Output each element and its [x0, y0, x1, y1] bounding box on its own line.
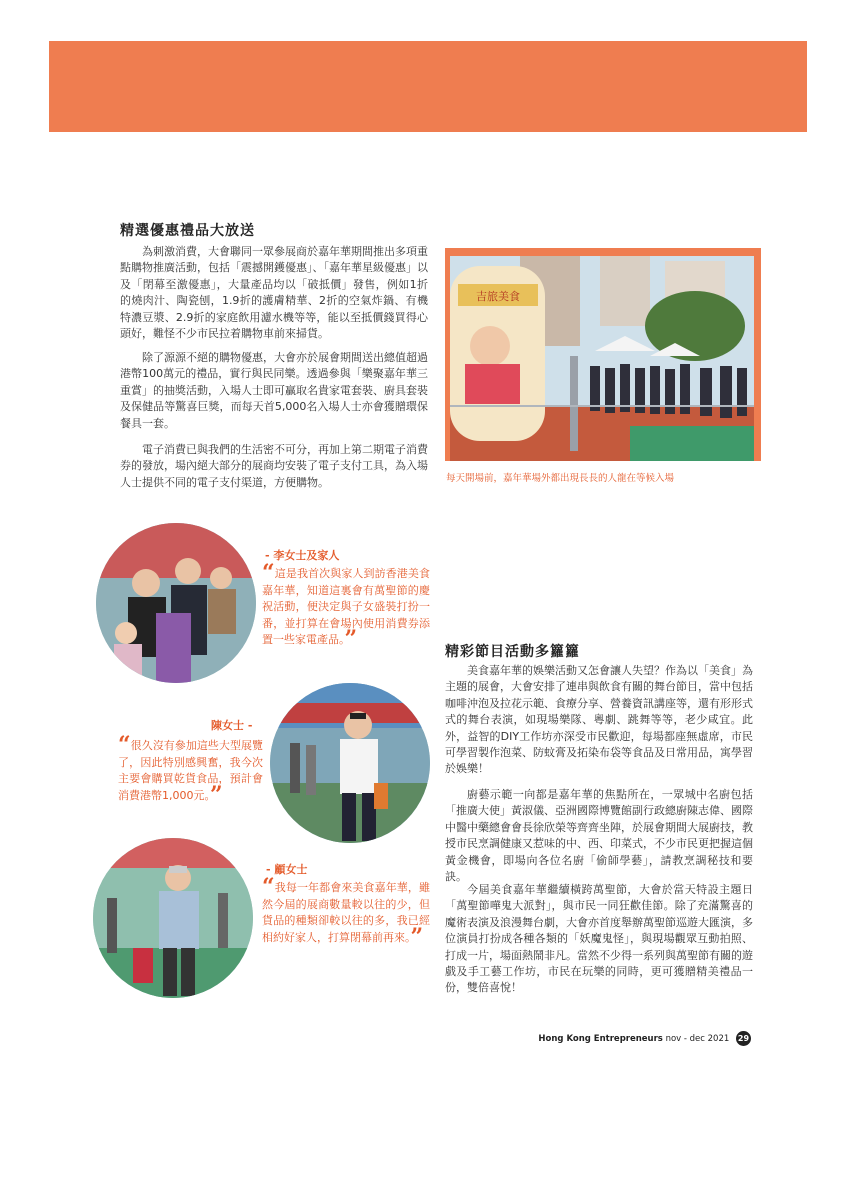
close-quote-icon: ”	[210, 781, 223, 808]
quote-chan-text: 很久沒有參加這些大型展覽了，因此特別感興奮，我今次主要會購買乾貨食品，預計會消費港幣1,000元。	[118, 739, 263, 802]
interviewee-photo-koo	[93, 838, 253, 998]
paragraph-gifts-1: 為刺激消費，大會聯同一眾參展商於嘉年華期間推出多項重點購物推廣活動，包括「震撼開鑊優惠」、「嘉年華星級優惠」以及「閉幕至激優惠」，大量產品均以「破抵價」發售，例如1折的燒肉汁、陶瓷刨，1.9折的護膚精華、2折的空氣炸鍋、有機特濃豆漿、2.9折的家庭飲用濾水機等等，能以至抵價錢買得心頭好，難怪不少市民拉着購物車前來掃貨。	[120, 245, 428, 341]
queue-photo	[450, 256, 754, 461]
interviewee-name-koo: - 顧女士	[266, 863, 308, 876]
open-quote-icon: “	[118, 732, 131, 758]
quote-chan	[118, 732, 263, 808]
quote-li	[262, 560, 430, 652]
interviewee-name-li: - 李女士及家人	[265, 549, 340, 562]
quote-li-text: 這是我首次與家人到訪香港美食嘉年華，知道這裏會有萬聖節的慶祝活動，便決定與子女盛裝打扮一番，並打算在會場內使用消費券添置一些家電產品。	[262, 567, 430, 646]
magazine-name: Hong Kong Entrepreneurs	[538, 1034, 663, 1044]
paragraph-activities-1: 美食嘉年華的娛樂活動又怎會讓人失望？作為以「美食」為主題的展會，大會安排了連串與飲食有關的舞台節目，當中包括咖啡沖泡及拉花示範、食療分享、營養資訊講座等，還有形形式式的舞台表演，如現場樂隊、粵劇、跳舞等等，老少咸宜。此外，益智的DIY工作坊亦深受市民歡迎，每場都座無虛席，市民可學習製作泡菜、防蚊膏及拓染布袋等食品及日常用品，寓學習於娛樂！	[445, 664, 753, 776]
issue-date: nov - dec 2021	[665, 1034, 730, 1044]
interviewee-photo-family	[96, 523, 256, 683]
quote-koo	[262, 874, 430, 950]
interviewee-photo-chan	[270, 683, 430, 843]
open-quote-icon: “	[262, 560, 275, 586]
interviewee-name-chan: 陳女士 -	[211, 719, 253, 732]
page-footer	[538, 1031, 751, 1046]
paragraph-activities-2: 廚藝示範一向都是嘉年華的焦點所在，一眾城中名廚包括「推廣大使」黃淑儀、亞洲國際博覽館副行政總廚陳志偉、國際中醫中藥總會會長徐欣榮等齊齊坐陣，於展會期間大展廚技，教授市民烹調健康又惹味的中、西、印菜式，不少市民更把握這個黃金機會，即場向各位名廚「偷師學藝」，請教烹調秘技和要訣。	[445, 788, 753, 884]
section-title-gifts: 精選優惠禮品大放送	[120, 223, 255, 239]
photo-caption: 每天開場前，嘉年華場外都出現長長的人龍在等候入場	[446, 473, 675, 484]
page-number: 29	[736, 1031, 751, 1046]
section-title-activities: 精彩節目活動多籮籮	[445, 644, 580, 660]
paragraph-gifts-3: 電子消費已與我們的生活密不可分，再加上第二期電子消費券的發放，場內絕大部分的展商均安裝了電子支付工具，為入場人士提供不同的電子支付渠道，方便購物。	[120, 443, 428, 489]
header-banner	[49, 41, 807, 132]
close-quote-icon: ”	[410, 923, 424, 950]
open-quote-icon: “	[262, 874, 275, 900]
paragraph-activities-3: 今屆美食嘉年華繼續橫跨萬聖節，大會於當天特設主題日「萬聖節嘩鬼大派對」，與市民一同狂歡佳節。除了充滿驚喜的魔術表演及浪漫舞台劇，大會亦首度舉辦萬聖節巡遊大匯演，多位演員打扮成各種各類的「妖魔鬼怪」，與現場觀眾互動拍照、打成一片，場面熱鬧非凡。當然不少得一系列與萬聖節有關的遊戲及手工藝工作坊，市民在玩樂的同時，更可獲贈精美禮品一份，雙倍喜悅！	[445, 883, 753, 995]
close-quote-icon: ”	[344, 626, 358, 652]
paragraph-gifts-2: 除了源源不絕的購物優惠，大會亦於展會期間送出總值超過港幣100萬元的禮品，實行與民同樂。透過參與「樂聚嘉年華三重賞」的抽獎活動，入場人士即可贏取名貴家電套裝、廚具套裝及保健品等驚喜巨獎，而每天首5,000名入場人士亦會獲贈環保餐具一套。	[120, 351, 428, 430]
stand-sign-text: 吉旅美食	[476, 290, 520, 303]
quote-koo-text: 我每一年都會來美食嘉年華，雖然今屆的展商數量較以往的少，但貨品的種類卻較以往的多，我已經相約好家人，打算閉幕前再來。	[262, 881, 430, 944]
